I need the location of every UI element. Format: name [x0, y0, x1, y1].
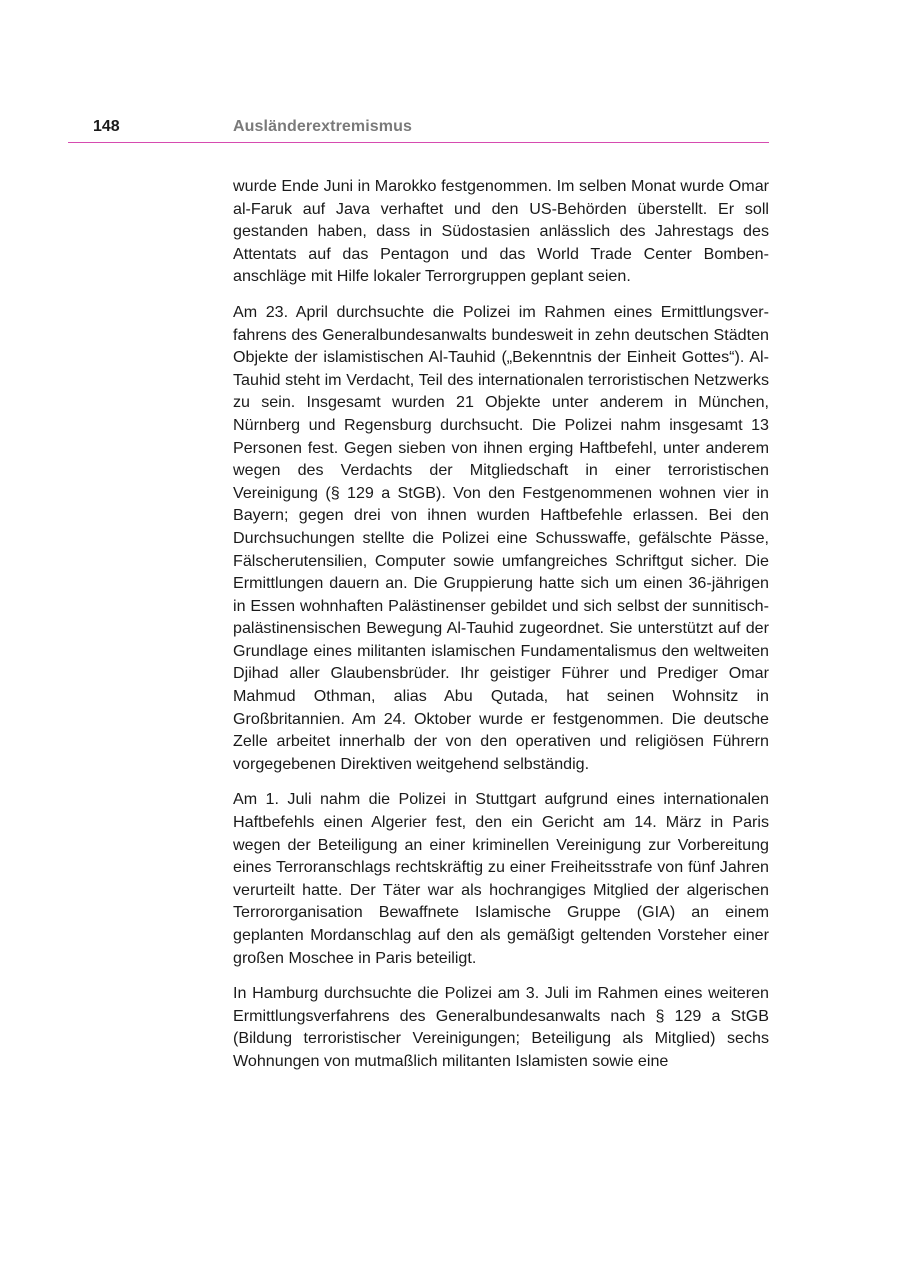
paragraph-2: Am 23. April durchsuchte die Polizei im Rahmen eines Ermittlungsverfahrens des Generalbundesanwalts bundesweit in zehn deutschen Städten Objekte der islamistischen Al-Tauhid („Bekenntnis der Einheit Gottes“). Al-Tauhid steht im Verdacht, Teil des internationalen terroristischen Netzwerks zu sein. Insgesamt wurden 21 Objekte unter anderem in München, Nürnberg und Regensburg durchsucht. Die Polizei nahm insgesamt 13 Personen fest. Gegen sieben von ihnen erging Haftbefehl, unter anderem wegen des Verdachts der Mitgliedschaft in einer terroristischen Vereinigung (§ 129 a StGB). Von den Festgenommenen wohnen vier in Bayern; gegen drei von ihnen wurden Haftbefehle erlassen. Bei den Durchsuchungen stellte die Polizei eine Schusswaffe, gefälschte Pässe, Fälscherutensilien, Computer sowie umfangreiches Schriftgut sicher. Die Ermittlungen dauern an. Die Gruppierung hatte sich um einen 36-jährigen in Essen wohnhaften Palästinenser gebildet und sich selbst der sunnitisch-palästinensischen Bewegung Al-Tauhid zugeordnet. Sie unterstützt auf der Grundlage eines militanten islamischen Fundamentalismus den weltweiten Djihad aller Glaubensbrüder. Ihr geistiger Führer und Prediger Omar Mahmud Othman, alias Abu Qutada, hat seinen Wohnsitz in Großbritannien. Am 24. Oktober wurde er festgenommen. Die deutsche Zelle arbeitet innerhalb der von den operativen und religiösen Führern vorgegebenen Direktiven weitgehend selbständig. — [233, 302, 769, 773]
page-number: 148 — [93, 118, 120, 135]
paragraph-4: In Hamburg durchsuchte die Polizei am 3. Juli im Rahmen eines weiteren Ermittlungsverfahrens des Generalbundesanwalts nach § 129 a StGB (Bildung terroristischer Vereinigungen; Beteiligung als Mitglied) sechs Wohnungen von mutmaßlich militanten Islamisten sowie eine — [233, 984, 769, 1070]
paragraph-3: Am 1. Juli nahm die Polizei in Stuttgart aufgrund eines internationalen Haftbefehls einen Algerier fest, den ein Gericht am 14. März in Paris wegen der Beteiligung an einer kriminellen Vereinigung zur Vorbereitung eines Terroranschlags rechtskräftig zu einer Freiheitsstrafe von fünf Jahren verurteilt hatte. Der Täter war als hochrangiges Mitglied der algerischen Terrororganisation Bewaffnete Islamische Gruppe (GIA) an einem geplanten Mordanschlag auf den als gemäßigt geltenden Vorsteher einer großen Moschee in Paris beteiligt. — [233, 790, 769, 967]
section-title: Ausländerextremismus — [233, 118, 412, 135]
running-header — [68, 114, 769, 143]
paragraph-1: wurde Ende Juni in Marokko festgenommen. Im selben Monat wurde Omar al-Faruk auf Java verhaftet und den US-Behörden überstellt. Er soll gestanden haben, dass in Südostasien anlässlich des Jahrestags des Attentats auf das Pentagon und das World Trade Center Bombenanschläge mit Hilfe lokaler Terrorgruppen geplant seien. — [233, 177, 769, 286]
body-text — [233, 175, 769, 1086]
